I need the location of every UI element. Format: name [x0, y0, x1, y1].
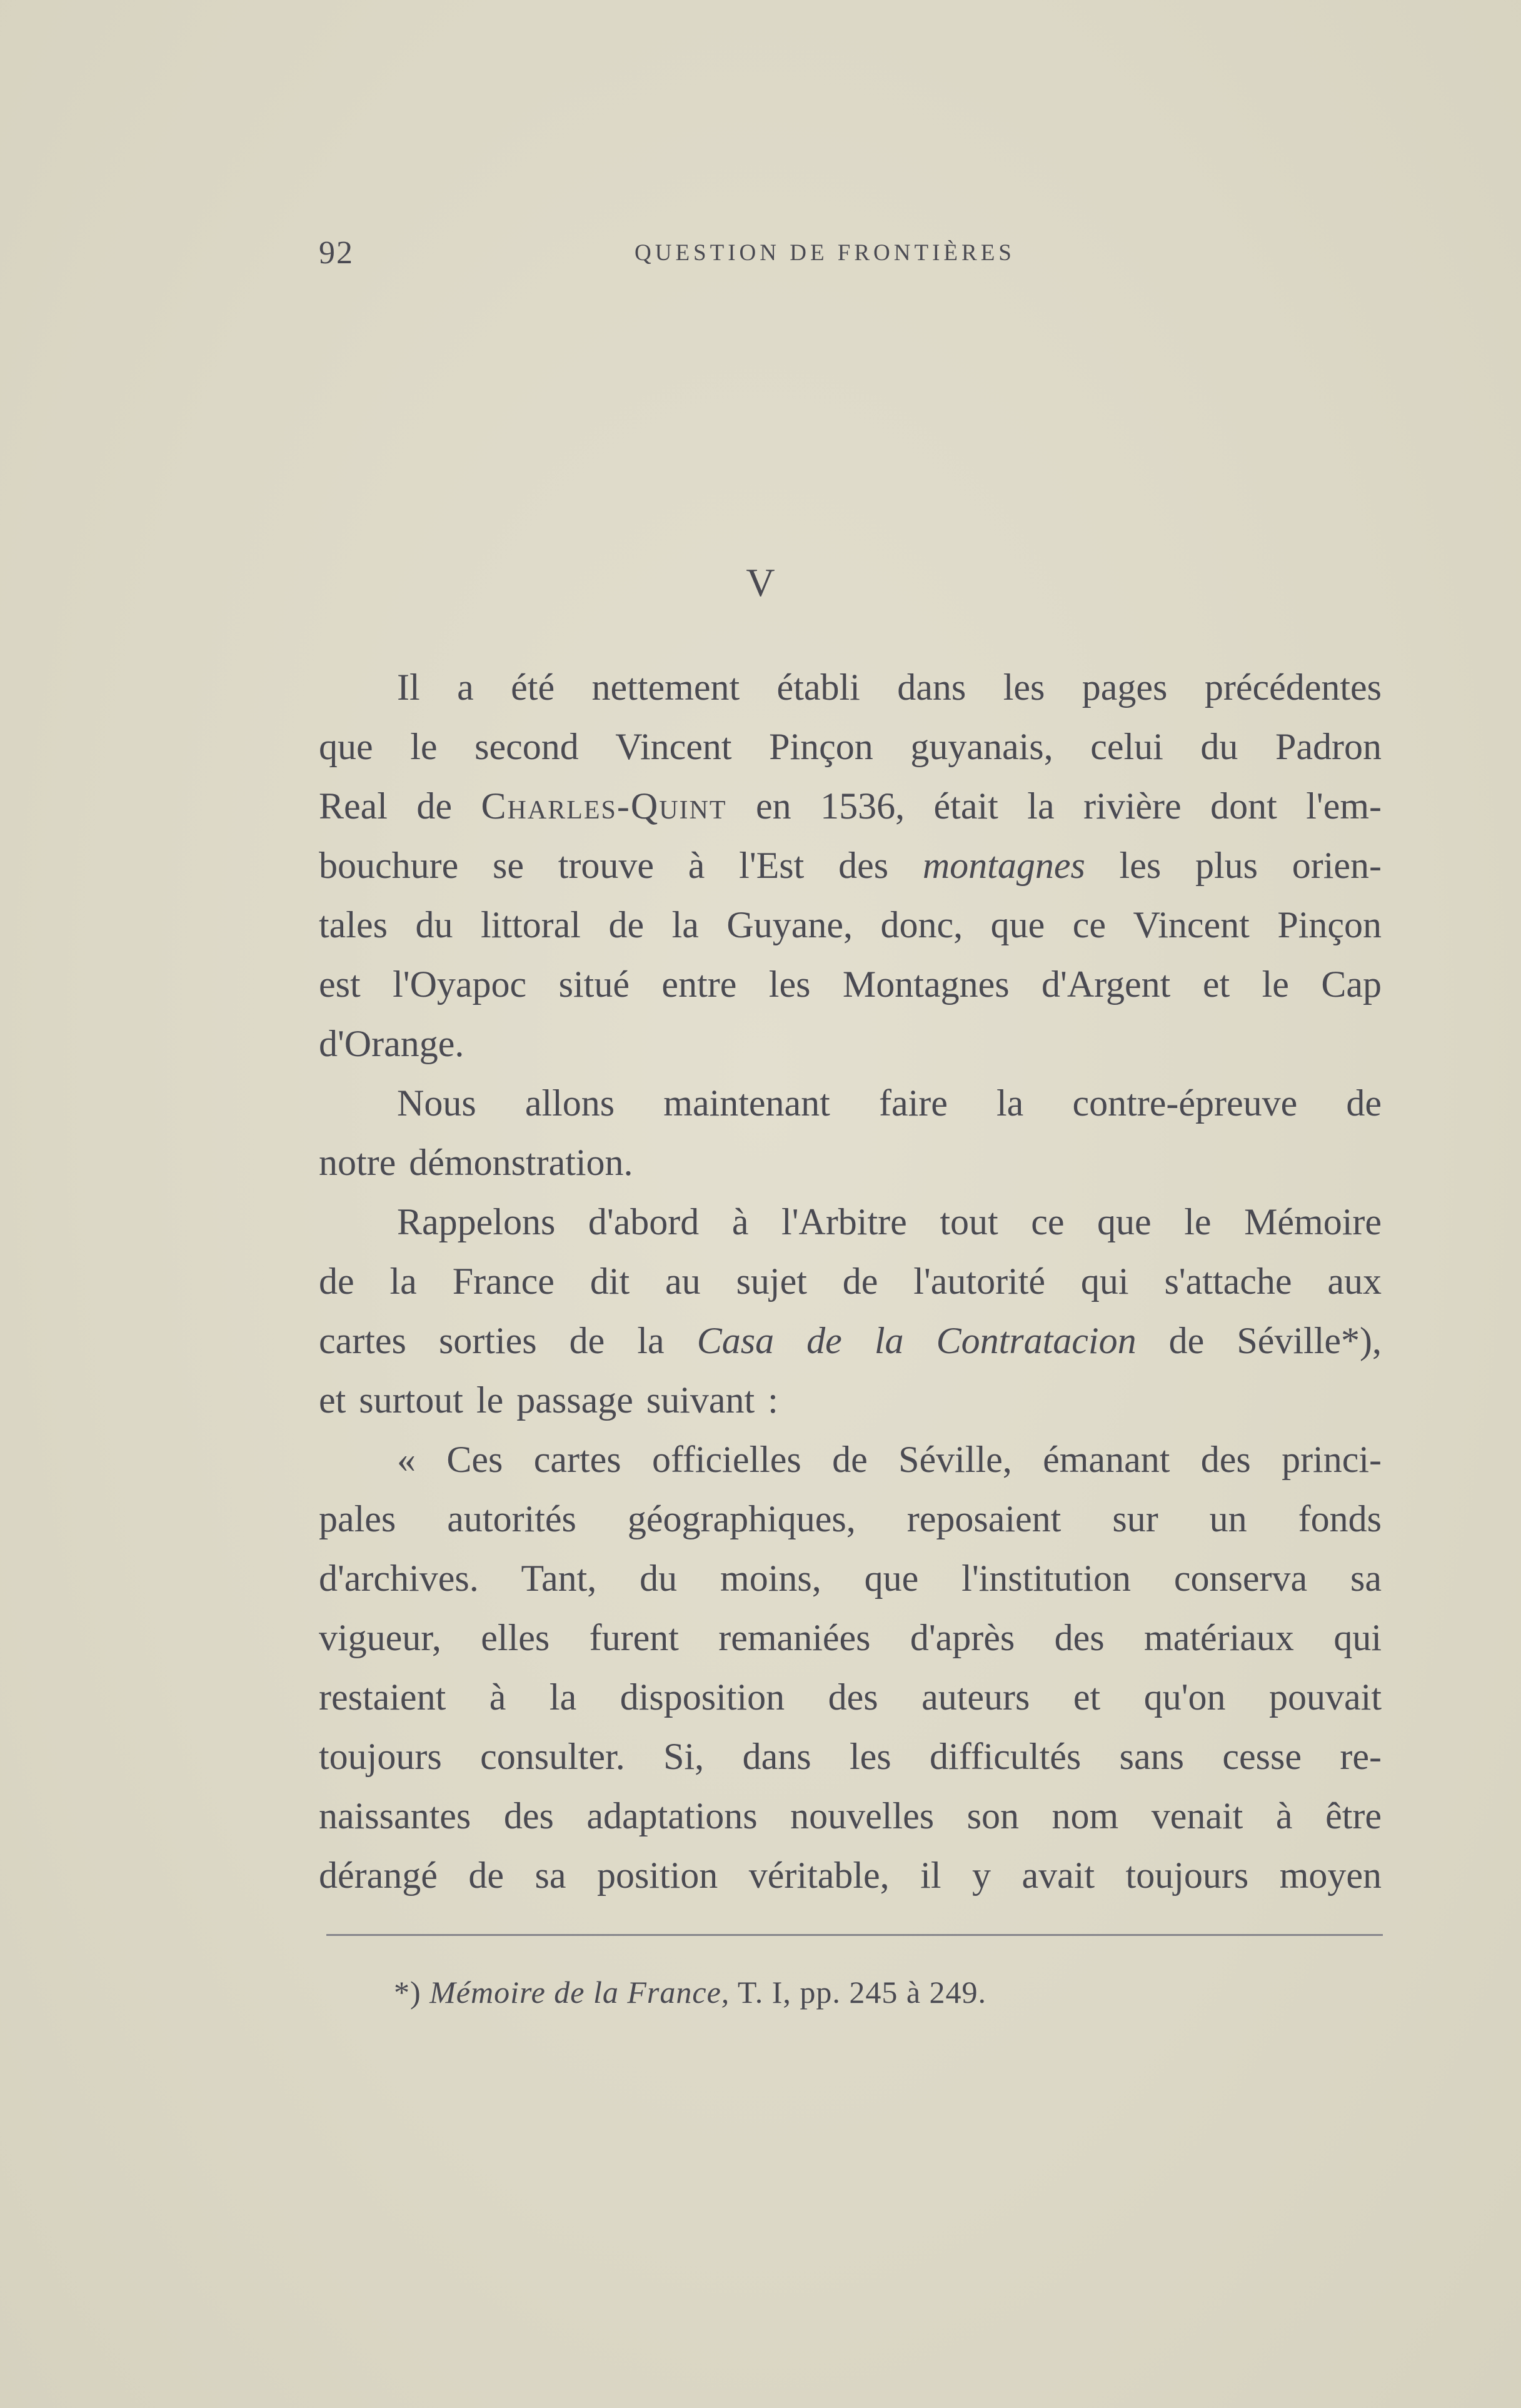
italic-title: Casa de la Contratacion [696, 1320, 1137, 1361]
footnote-divider [326, 1934, 1383, 1936]
section-numeral: V [746, 560, 775, 605]
text-line: d'Orange. [319, 1023, 464, 1064]
page-number: 92 [319, 235, 354, 271]
text-line: que le second Vincent Pinçon guyanais, celui du Padron [319, 726, 1382, 767]
text-line [319, 836, 1382, 895]
body-text [319, 658, 1382, 1905]
text-line [319, 777, 1382, 836]
text-line: naissantes des adaptations nouvelles son nom venait à être [319, 1795, 1382, 1836]
text-line: toujours consulter. Si, dans les difficultés sans cesse re- [319, 1736, 1382, 1777]
text-line: et surtout le passage suivant : [319, 1379, 778, 1421]
text-line: notre démonstration. [319, 1142, 633, 1183]
text-run: bouchure se trouve à l'Est des [319, 845, 923, 886]
small-caps-name: Charles-Quint [481, 785, 727, 827]
text-run: cartes sorties de la [319, 1320, 697, 1361]
text-line: Nous allons maintenant faire la contre-épreuve de [397, 1082, 1382, 1124]
text-run: de Séville*), [1136, 1320, 1382, 1361]
text-run: les plus orien- [1085, 845, 1382, 886]
text-line: dérangé de sa position véritable, il y avait toujours moyen [319, 1855, 1382, 1896]
text-line: Rappelons d'abord à l'Arbitre tout ce que le Mémoire [397, 1201, 1382, 1242]
text-run: Real de [319, 785, 481, 827]
text-line: est l'Oyapoc situé entre les Montagnes d'Argent et le Cap [319, 964, 1382, 1005]
quotation [319, 1430, 1382, 1905]
text-line: pales autorités géographiques, reposaient sur un fonds [319, 1498, 1382, 1539]
text-line: de la France dit au sujet de l'autorité qui s'attache aux [319, 1261, 1382, 1302]
text-line: vigueur, elles furent remaniées d'après des matériaux qui [319, 1617, 1382, 1658]
footnote-reference: T. I, pp. 245 à 249. [730, 1975, 987, 2010]
paragraph [319, 1192, 1382, 1430]
text-line: « Ces cartes officielles de Séville, émanant des princi- [397, 1439, 1382, 1480]
text-line: restaient à la disposition des auteurs et qu'on pouvait [319, 1676, 1382, 1718]
paragraph [319, 1074, 1382, 1192]
footnote-source: Mémoire de la France, [429, 1975, 730, 2010]
running-title: QUESTION DE FRONTIÈRES [635, 240, 1015, 266]
footnote [394, 1974, 986, 2010]
paragraph [319, 658, 1382, 1074]
text-run: en 1536, était la rivière dont l'em- [726, 785, 1382, 827]
italic-word: montagnes [922, 845, 1085, 886]
text-line: tales du littoral de la Guyane, donc, que ce Vincent Pinçon [319, 904, 1382, 945]
text-line [319, 1311, 1382, 1371]
footnote-marker: *) [394, 1975, 421, 2010]
text-line: Il a été nettement établi dans les pages précédentes [397, 667, 1382, 708]
running-head [319, 234, 1382, 272]
text-line: d'archives. Tant, du moins, que l'institution conserva sa [319, 1558, 1382, 1599]
